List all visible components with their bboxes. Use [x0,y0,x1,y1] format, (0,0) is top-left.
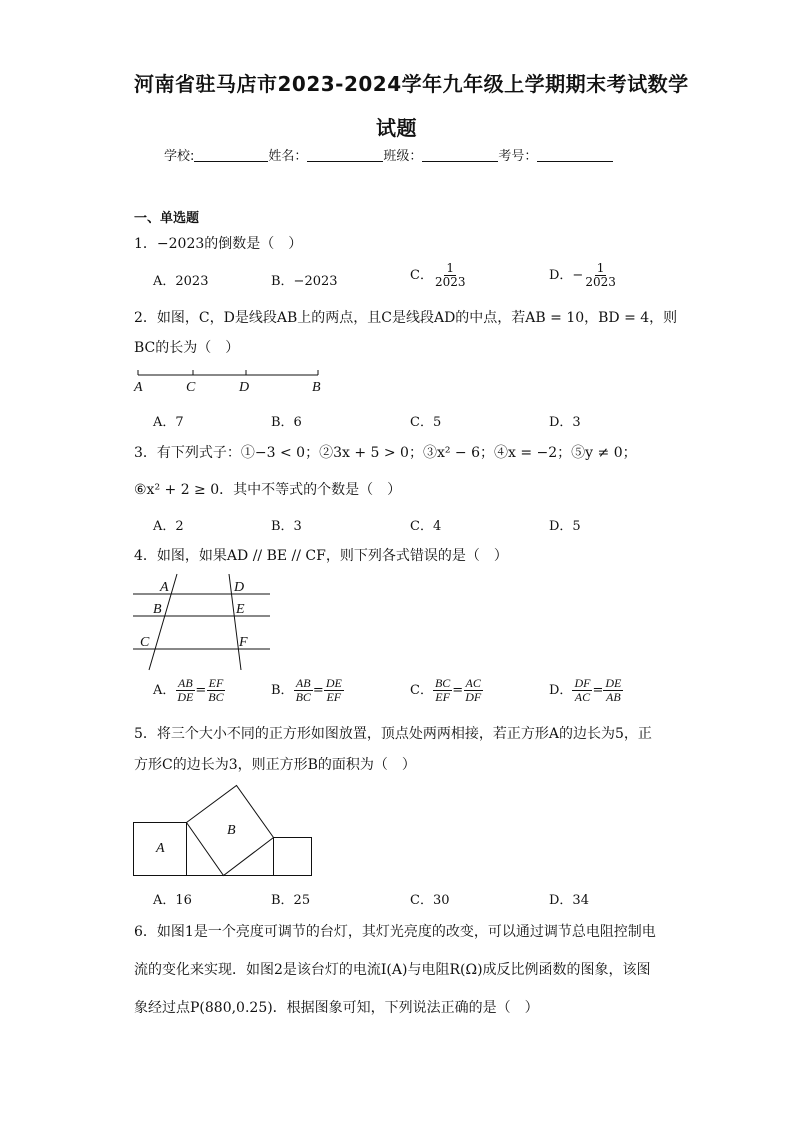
q1-c-num: 1 [446,261,455,275]
q4-d-eq: = [592,683,604,699]
q4-b-left-fraction [294,677,313,704]
q4-b-r-den: EF [326,690,342,705]
q1-d-num: 1 [596,261,605,275]
q3-option-b: B．3 [271,519,302,534]
q4-option-d [549,677,623,704]
q2-label-c: C [186,380,196,395]
q4-c-left-fraction [433,677,452,704]
q4-a-right-fraction [206,677,225,704]
q4-b-eq: = [312,683,324,699]
q4-d-right-fraction [603,677,623,704]
q4-label-b: B [153,602,162,617]
q3-stem-line1: 3．有下列式子：①−3 < 0；②3x + 5 > 0；③x² − 6；④x = −2；⑤y ≠ 0； [134,445,637,461]
q3-option-c: C．4 [410,519,442,534]
q4-b-l-den: BC [295,690,311,705]
q4-c-eq: = [452,683,464,699]
q4-d-l-den: AC [574,690,591,705]
q3-option-d: D．5 [549,519,581,534]
q2-option-c: C．5 [410,415,442,430]
q2-stem-line2: BC的长为（ ） [134,340,240,356]
q4-d-left-fraction [572,677,592,704]
q1-c-fraction [433,262,468,289]
q4-c-label: C． [410,683,433,699]
q4-label-d: D [234,580,245,595]
school-blank[interactable] [194,149,268,162]
class-blank[interactable] [422,149,498,162]
q4-d-l-num: DF [574,676,591,690]
q1-d-den: 2023 [585,275,616,290]
q4-d-r-den: AB [606,690,621,705]
q2-label-d: D [239,380,250,395]
q5-option-a: A．16 [153,893,192,908]
q4-label-c: C [140,635,150,650]
section-title: 一、单选题 [134,211,200,226]
q3-option-a: A．2 [153,519,184,534]
q4-c-l-num: BC [434,676,451,690]
class-label: 班级： [383,149,423,164]
q4-d-label: D． [549,683,573,699]
q5-option-d: D．34 [549,893,589,908]
q4-b-right-fraction [324,677,344,704]
q4-a-label: A． [153,683,176,699]
q2-segment-figure [130,364,330,396]
exam-no-label: 考号： [498,149,538,164]
q2-option-b: B．6 [271,415,302,430]
q4-parallel-lines-figure [130,572,275,674]
school-label: 学校: [164,149,195,164]
q4-b-label: B． [271,683,294,699]
q2-label-b: B [312,380,321,395]
q5-label-b: B [227,823,236,838]
q4-a-l-num: AB [178,676,193,690]
q3-stem-line2: ⑥x² + 2 ≥ 0．其中不等式的个数是（ ） [134,482,402,498]
name-label: 姓名： [268,149,308,164]
q4-b-r-num: DE [325,676,342,690]
doc-title-line2: 试题 [376,116,417,140]
q4-a-eq: = [195,683,207,699]
q4-a-r-den: BC [208,690,224,705]
q4-stem: 4．如图，如果AD // BE // CF，则下列各式错误的是（ ） [134,548,508,564]
q4-c-r-den: DF [465,690,482,705]
q6-line2: 流的变化来实现．如图2是该台灯的电流I(A)与电阻R(Ω)成反比例函数的图象，该图 [134,962,651,978]
q2-option-a: A．7 [153,415,184,430]
q4-b-l-num: AB [295,676,311,690]
q4-d-r-num: DE [605,676,622,690]
q1-c-label: C． [410,268,433,284]
q4-option-b [271,677,344,704]
q6-line3: 象经过点P(880,0.25)．根据图象可知，下列说法正确的是（ ） [134,1000,539,1016]
q1-option-a: A．2023 [153,274,209,289]
name-blank[interactable] [307,149,383,162]
q4-label-f: F [239,635,248,650]
q5-option-b: B．25 [271,893,311,908]
q1-stem: 1．−2023的倒数是（ ） [134,236,303,252]
q4-c-l-den: EF [435,690,450,705]
q4-a-r-num: EF [208,676,224,690]
exam-no-blank[interactable] [537,149,613,162]
q2-stem-line1: 2．如图，C，D是线段AB上的两点，且C是线段AD的中点，若AB = 10，BD = 4，则 [134,310,678,326]
q4-option-c [410,677,483,704]
q1-c-den: 2023 [434,275,466,290]
q4-a-left-fraction [175,677,195,704]
q2-option-d: D．3 [549,415,581,430]
q1-option-b: B．−2023 [271,274,338,289]
doc-title-line1: 河南省驻马店市2023-2024学年九年级上学期期末考试数学 [134,72,689,96]
q4-c-right-fraction [463,677,483,704]
q4-label-a: A [160,580,169,595]
q4-option-a [153,677,226,704]
q1-option-c [410,262,468,289]
q5-square-c [274,838,312,876]
q2-label-a: A [134,380,143,395]
q4-c-r-num: AC [465,676,481,690]
q5-option-c: C．30 [410,893,450,908]
q5-stem-line2: 方形C的边长为3，则正方形B的面积为（ ） [134,757,416,773]
q5-label-a: A [156,841,165,856]
q1-option-d [549,262,618,289]
q1-d-fraction [583,262,618,289]
q6-line1: 6．如图1是一个亮度可调节的台灯，其灯光亮度的改变，可以通过调节总电阻控制电 [134,924,656,940]
q4-a-l-den: DE [177,690,194,705]
q4-label-e: E [236,602,245,617]
student-info-line [164,145,613,164]
q5-squares-figure [130,780,320,878]
q5-stem-line1: 5．将三个大小不同的正方形如图放置，顶点处两两相接，若正方形A的边长为5，正 [134,726,652,742]
q1-d-label: D．− [549,268,584,284]
